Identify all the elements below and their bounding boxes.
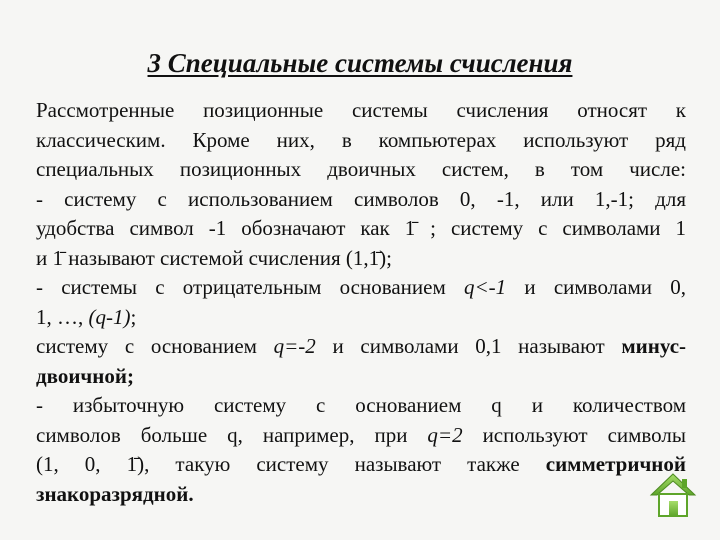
text-segment: - избыточную систему с основанием q и количеством (36, 393, 686, 417)
text-line (36, 362, 686, 392)
text-segment: и символами 0,1 называют (315, 334, 622, 358)
text-segment: и 1̄ называют системой счисления (1,1̄); (36, 245, 392, 270)
text-segment: минус- (621, 334, 686, 358)
text-segment: используют символы (462, 422, 686, 447)
text-segment: q=-2 (273, 334, 316, 358)
text-segment: символов больше q, например, при (36, 422, 428, 447)
text-line (36, 126, 686, 156)
text-line (36, 244, 686, 274)
text-line (36, 214, 686, 244)
text-segment: двоичной; (36, 363, 134, 388)
text-segment: (1, 0, 1̄), такую систему называют также (36, 452, 546, 476)
text-line (36, 96, 686, 126)
slide-title: 3 Специальные системы счисления (147, 48, 573, 78)
text-line (36, 480, 686, 510)
text-segment: Рассмотренные позиционные системы счисления относят к (36, 98, 686, 122)
slide-body-text (36, 96, 686, 509)
text-segment: - систему с использованием символов 0, -1, или 1,-1; для (36, 186, 686, 211)
text-segment: q<-1 (463, 275, 507, 299)
text-line (36, 391, 686, 421)
home-button[interactable] (648, 470, 698, 520)
text-line (36, 155, 686, 185)
text-line (36, 332, 686, 362)
text-segment: и символами 0, (506, 275, 686, 299)
text-segment: - системы с отрицательным основанием (36, 275, 464, 299)
text-segment: ; (130, 304, 137, 329)
home-icon (648, 470, 698, 520)
text-line (36, 450, 686, 480)
text-line (36, 303, 686, 333)
text-segment: 1, …, (36, 304, 89, 329)
text-segment: симметричной (545, 452, 686, 476)
text-segment: q=2 (427, 422, 463, 447)
text-line (36, 273, 686, 303)
text-segment: классическим. Кроме них, в компьютерах используют ряд (36, 127, 686, 152)
text-segment: (q-1) (88, 304, 131, 329)
text-segment: специальных позиционных двоичных систем, в том числе: (36, 157, 686, 181)
text-line (36, 185, 686, 215)
text-line (36, 421, 686, 451)
text-segment: знакоразрядной. (36, 481, 194, 506)
text-segment: систему с основанием (36, 334, 274, 358)
text-segment: удобства символ -1 обозначают как 1̄ ; систему с символами 1 (36, 216, 686, 240)
